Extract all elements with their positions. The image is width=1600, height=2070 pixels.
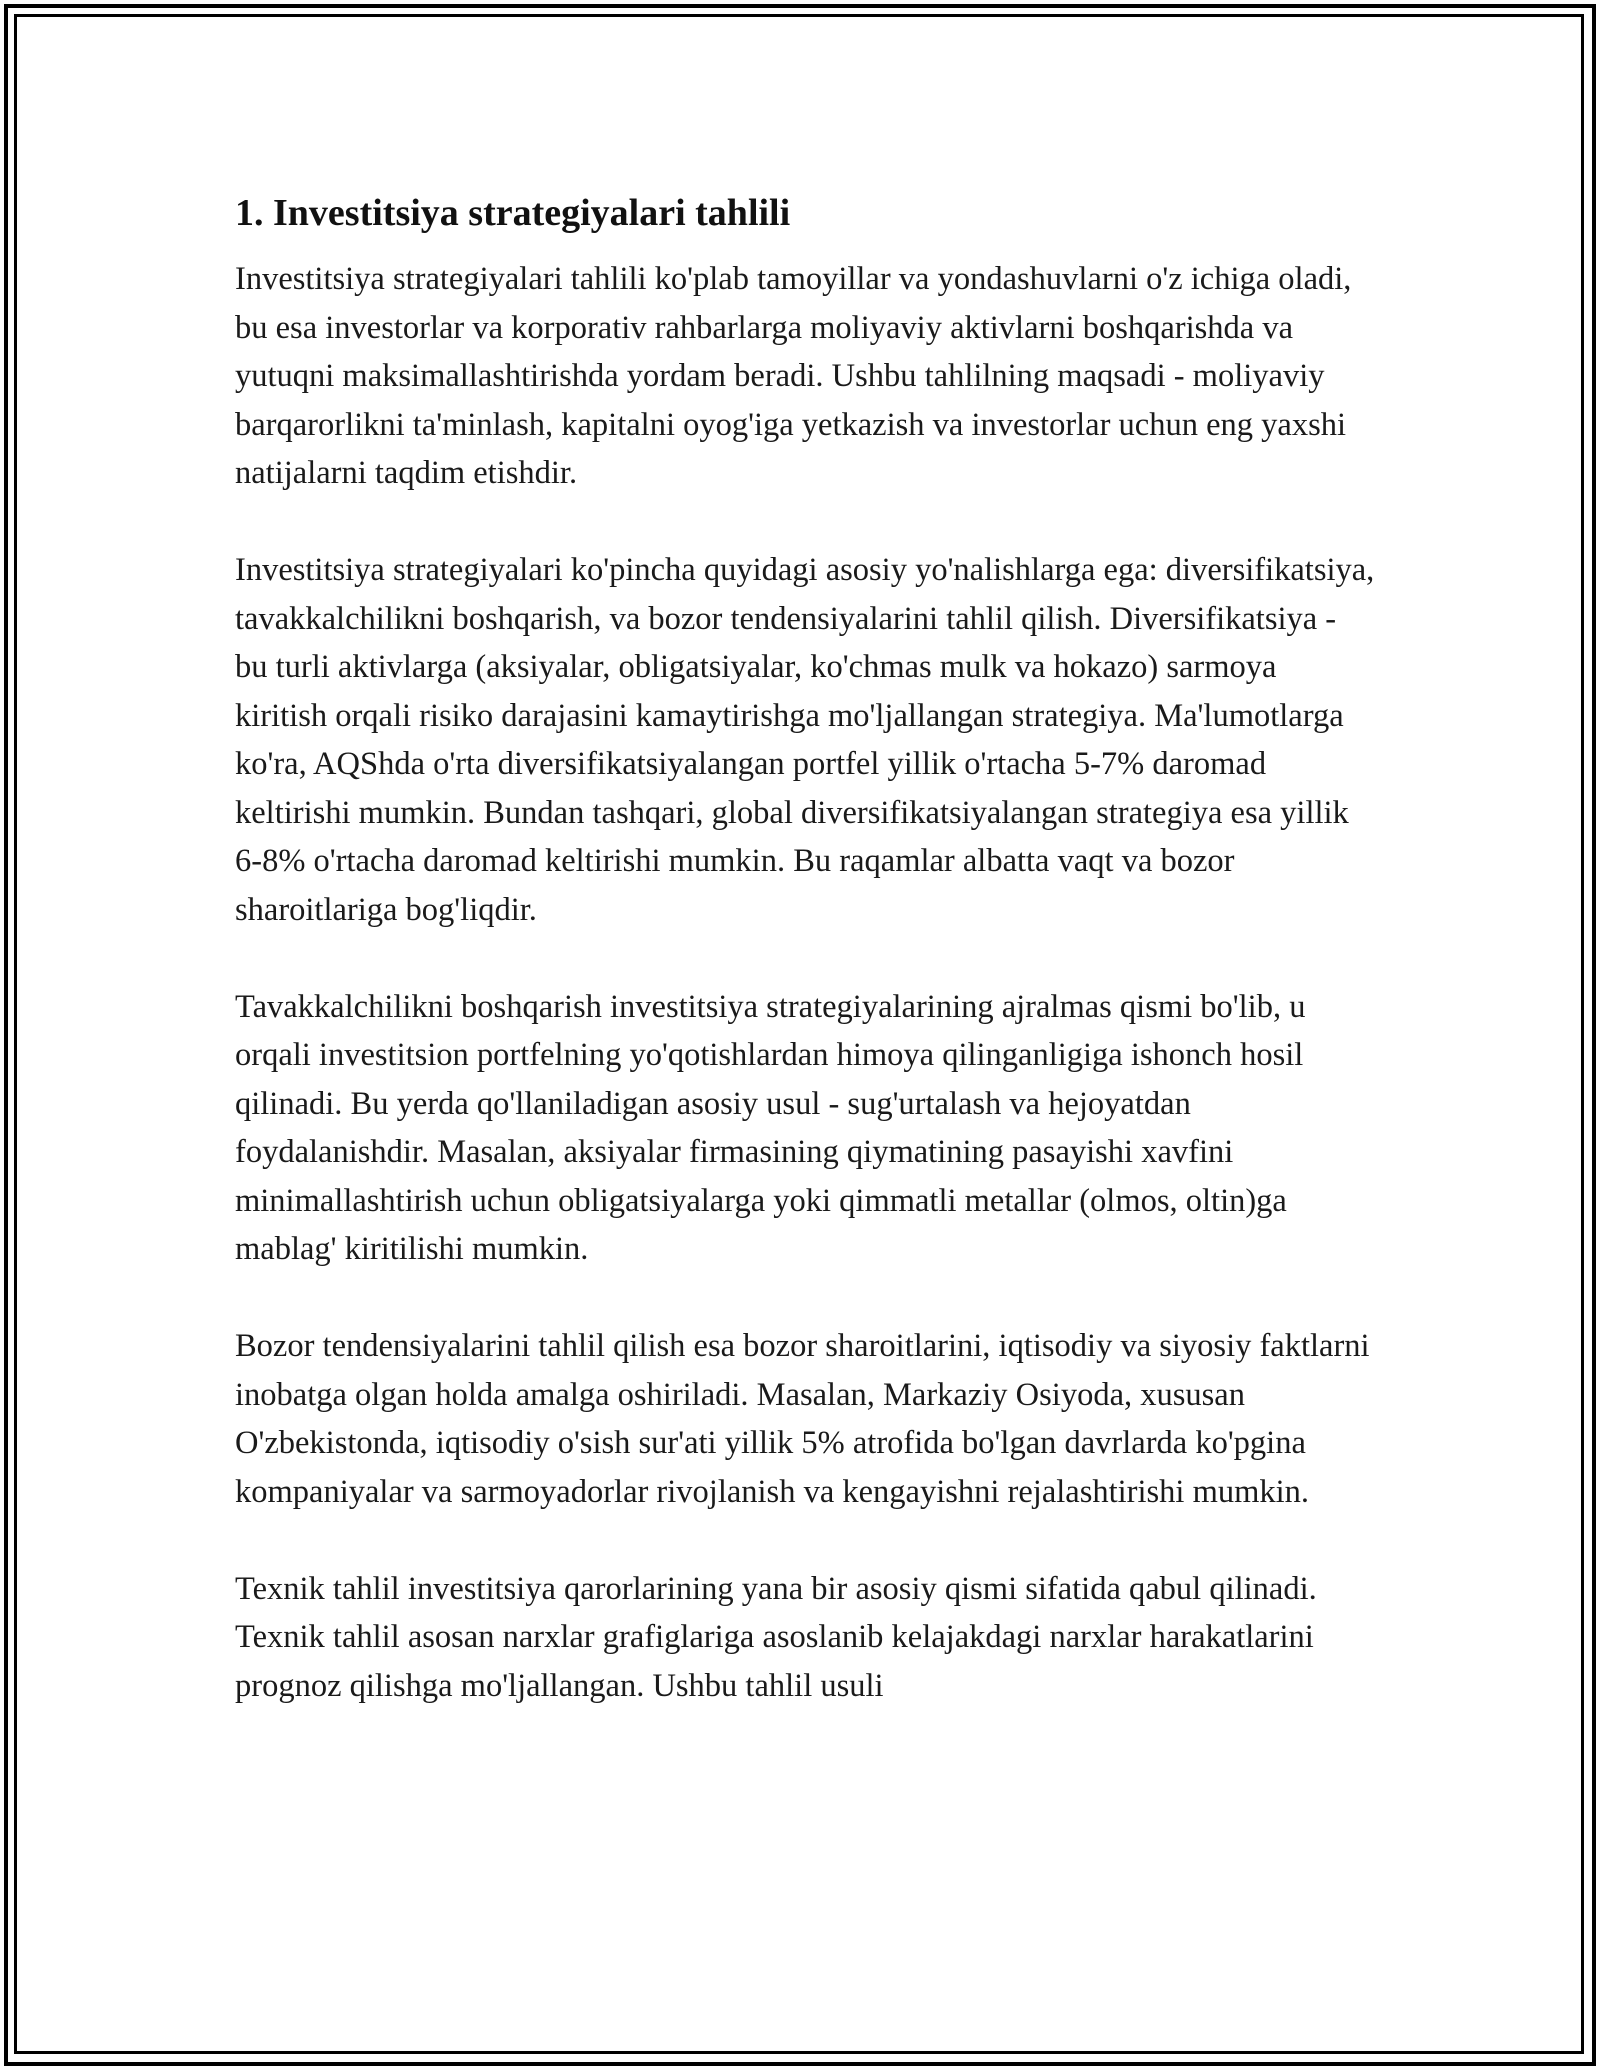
document-body bbox=[235, 185, 1375, 1710]
paragraph-market-trends: Bozor tendensiyalarini tahlil qilish esa bozor sharoitlarini, iqtisodiy va siyosiy faktlarni inobatga olgan holda amalga oshiriladi. Masalan, Markaziy Osiyoda, xususan O'zbekistonda, iqtisodiy o'sish sur'ati yillik 5% atrofida bo'lgan davrlarda ko'pgina kompaniyalar va sarmoyadorlar rivojlanish va kengayishni rejalashtirishi mumkin. bbox=[235, 1328, 1370, 1510]
paragraph-technical-analysis: Texnik tahlil investitsiya qarorlarining yana bir asosiy qismi sifatida qabul qilinadi. Texnik tahlil asosan narxlar grafiglariga asoslanib kelajakdagi narxlar harakatlarini prognoz qilishga mo'ljallangan. Ushbu tahlil usuli bbox=[235, 1570, 1317, 1704]
section-heading: 1. Investitsiya strategiyalari tahlili bbox=[235, 192, 791, 234]
paragraph-intro: Investitsiya strategiyalari tahlili ko'plab tamoyillar va yondashuvlarni o'z ichiga oladi, bu esa investorlar va korporativ rahbarlarga moliyaviy aktivlarni boshqarishda va yutuqni maksimallashtirishda yordam beradi. Ushbu tahlilning maqsadi - moliyaviy barqarorlikni ta'minlash, kapitalni oyog'iga yetkazish va investorlar uchun eng yaxshi natijalarni taqdim etishdir. bbox=[235, 261, 1352, 491]
paragraph-diversification: Investitsiya strategiyalari ko'pincha quyidagi asosiy yo'nalishlarga ega: diversifikatsiya, tavakkalchilikni boshqarish, va bozor tendensiyalarini tahlil qilish. Diversifikatsiya - bu turli aktivlarga (aksiyalar, obligatsiyalar, ko'chmas mulk va hokazo) sarmoya kiritish orqali risiko darajasini kamaytirishga mo'ljallangan strategiya. Ma'lumotlarga ko'ra, AQShda o'rta diversifikatsiyalangan portfel yillik o'rtacha 5-7% daromad keltirishi mumkin. Bundan tashqari, global diversifikatsiyalangan strategiya esa yillik 6-8% o'rtacha daromad keltirishi mumkin. Bu raqamlar albatta vaqt va bozor sharoitlariga bog'liqdir. bbox=[235, 552, 1375, 928]
paragraph-risk-management: Tavakkalchilikni boshqarish investitsiya strategiyalarining ajralmas qismi bo'lib, u orqali investitsion portfelning yo'qotishlardan himoya qilinganligiga ishonch hosil qilinadi. Bu yerda qo'llaniladigan asosiy usul - sug'urtalash va hejoyatdan foydalanishdir. Masalan, aksiyalar firmasining qiymatining pasayishi xavfini minimallashtirish uchun obligatsiyalarga yoki qimmatli metallar (olmos, oltin)ga mablag' kiritilishi mumkin. bbox=[235, 988, 1306, 1267]
